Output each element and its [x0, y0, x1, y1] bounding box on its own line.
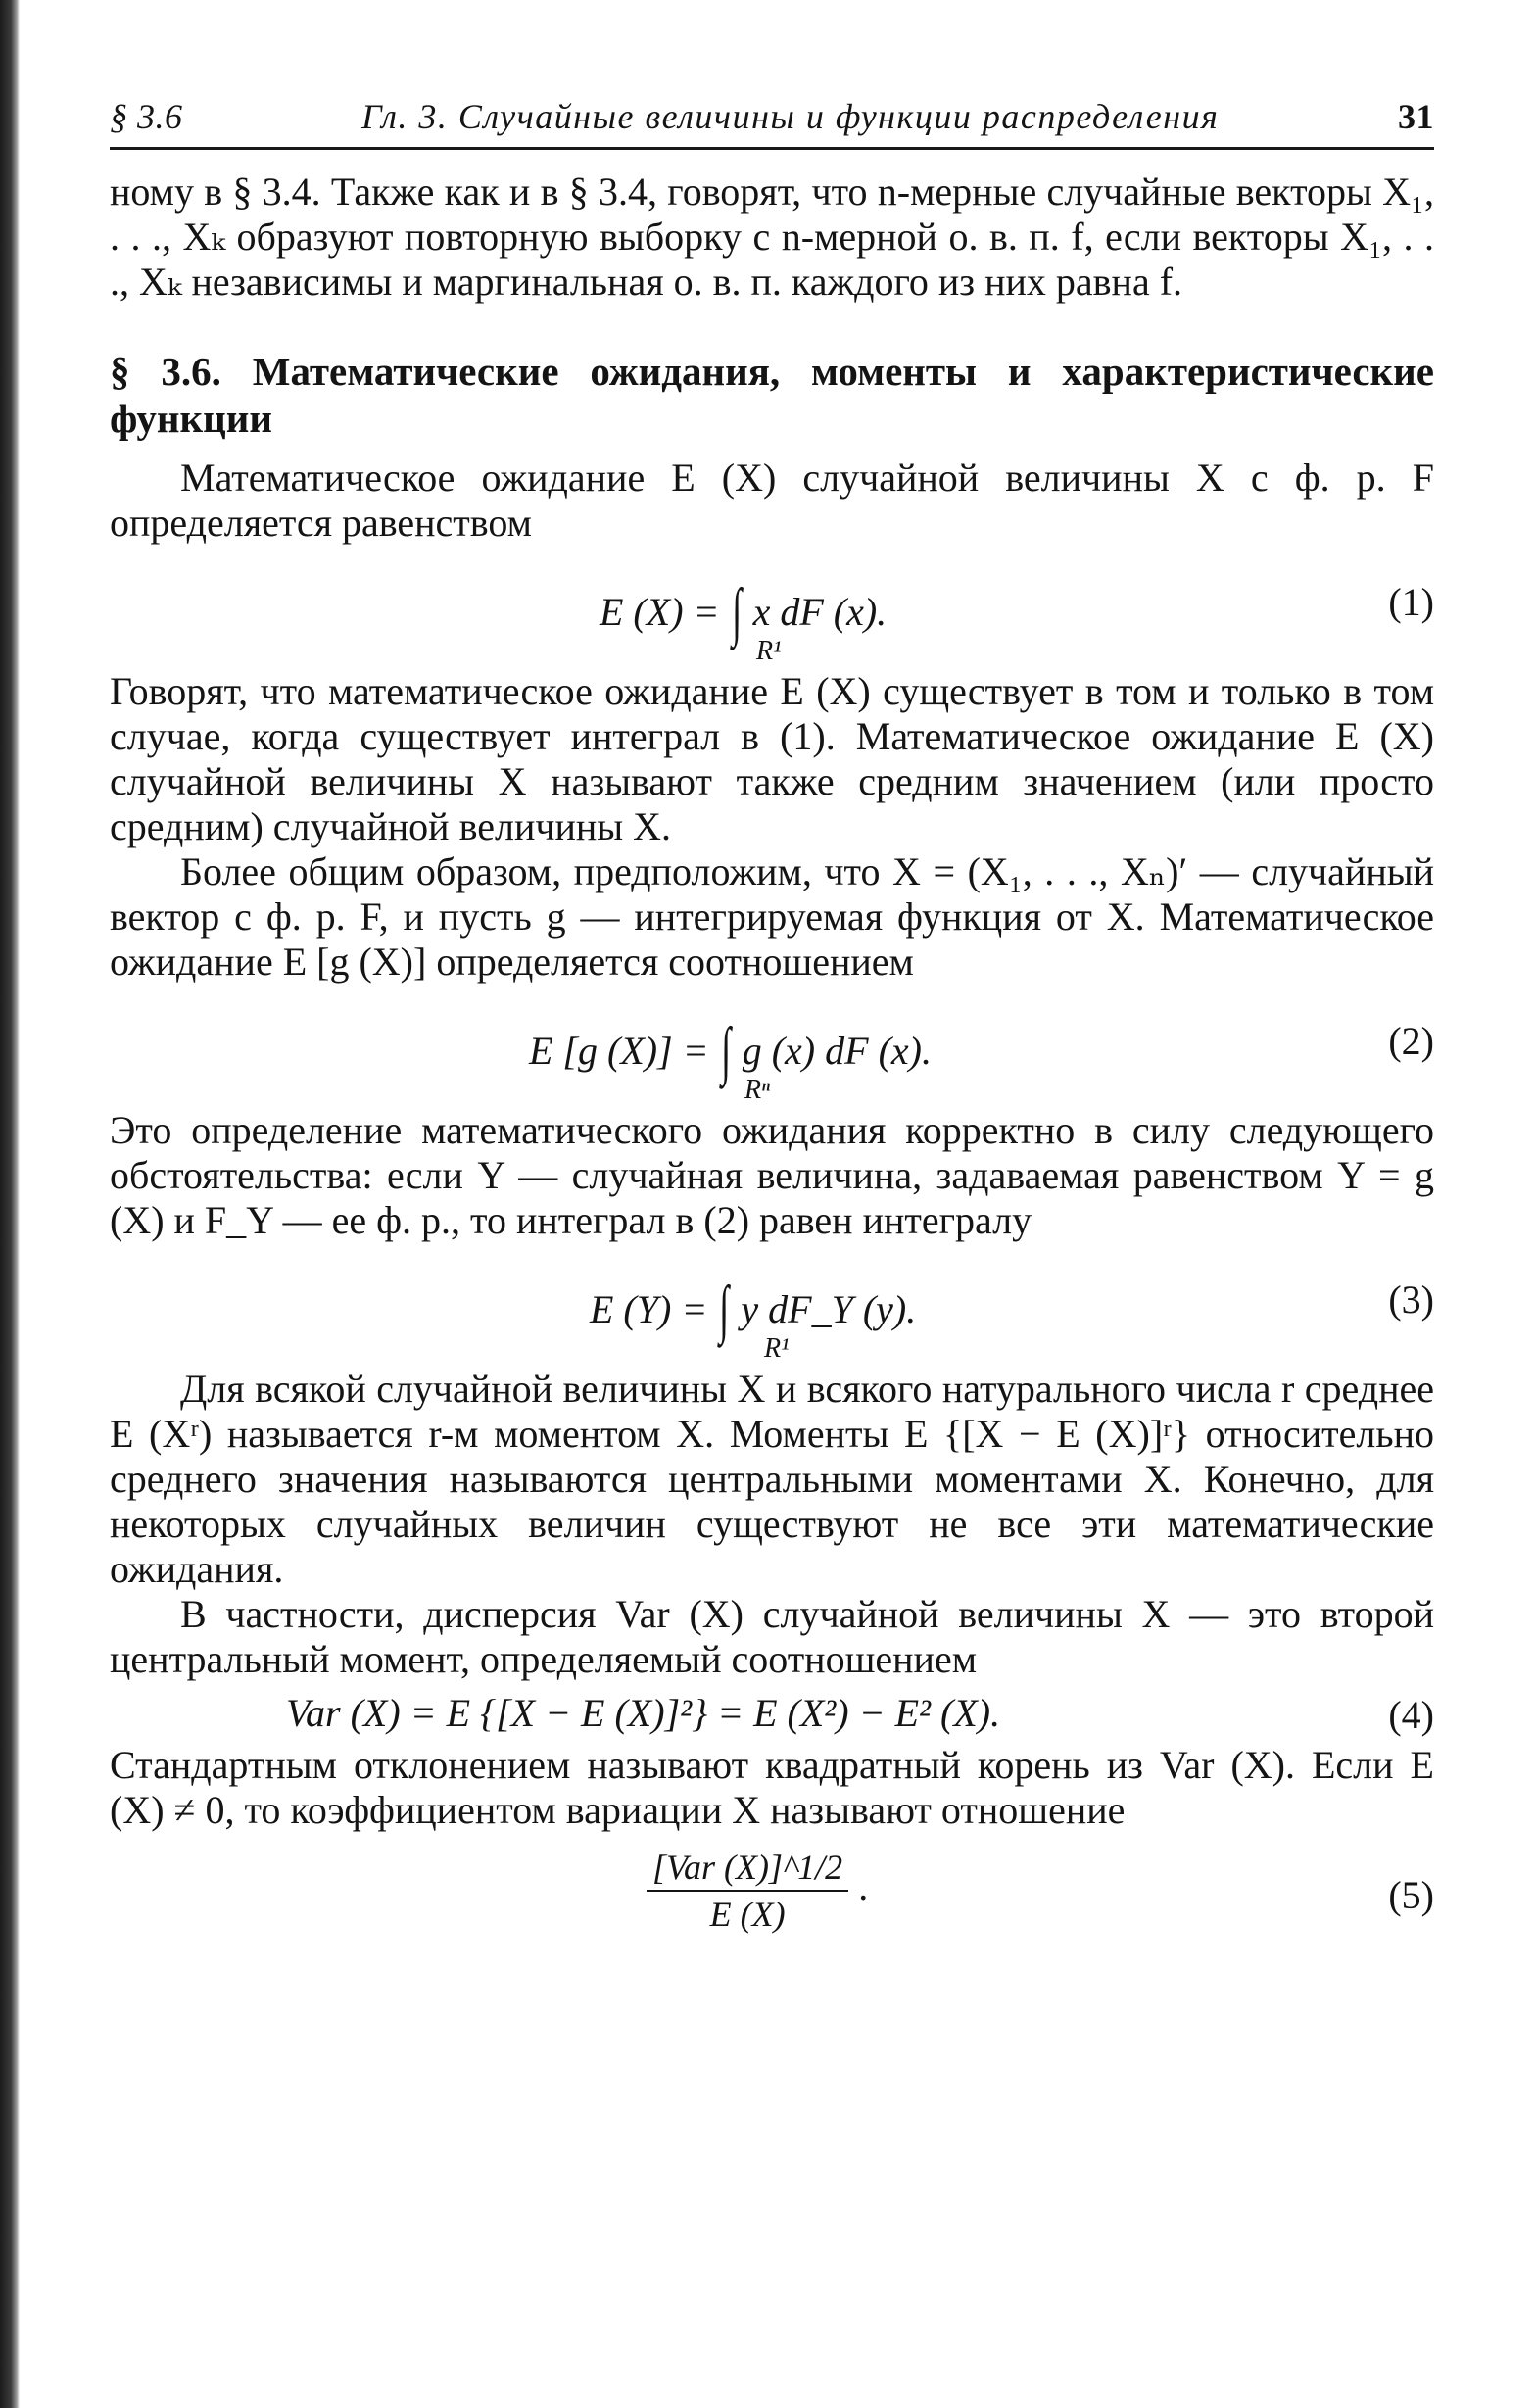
integral-sign-icon: ∫	[720, 1015, 731, 1086]
paragraph-moments: Для всякой случайной величины X и всякого натурального числа r среднее E (Xʳ) называется r-м моментом X. Моменты E {[X − E (X)]ʳ} относительно среднего значения называются центральными моментами X. Конечно, для некоторых случайных величин существуют не все эти математические ожидания.	[110, 1367, 1434, 1591]
formula-3-number: (3)	[1388, 1277, 1434, 1322]
paragraph-continuation: ному в § 3.4. Также как и в § 3.4, говорят, что n-мерные случайные векторы X₁, . . ., Xₖ образуют повторную выборку с n-мерной о. в. п. f, если векторы X₁, . . ., Xₖ независимы и маргинальная о. в. п. каждого из них равна f.	[110, 169, 1434, 304]
formula-4-text: Var (X) = E {[X − E (X)]²} = E (X²) − E² (X).	[286, 1691, 1001, 1735]
paragraph-general-vector: Более общим образом, предположим, что X = (X₁, . . ., Xₙ)′ — случайный вектор с ф. р. F, и пусть g — интегрируемая функция от X. Математическое ожидание E [g (X)] определяется соотношением	[110, 849, 1434, 984]
formula-3-limit: R¹	[764, 1333, 790, 1364]
paragraph-variance: В частности, дисперсия Var (X) случайной величины X — это второй центральный момент, определяемый соотношением	[110, 1592, 1434, 1681]
formula-5: $\frac{\text{[Var (X)]\textasciicircum{}1/2}}{E (X)}$ . (5)	[110, 1833, 1434, 1941]
formula-3-rhs: y dF_Y (y).	[741, 1287, 917, 1331]
formula-4-number: (4)	[1388, 1693, 1434, 1737]
formula-1-limit: R¹	[756, 636, 782, 666]
formula-3	[110, 1243, 1434, 1367]
header-chapter-title: Гл. 3. Случайные величины и функции распределения	[361, 97, 1220, 136]
formula-3-lhs: E (Y) =	[590, 1287, 708, 1331]
formula-5-denominator: E (X)	[709, 1895, 786, 1934]
integral-sign-icon: ∫	[731, 576, 742, 648]
paragraph-expectation-definition: Математическое ожидание E (X) случайной величины X с ф. р. F определяется равенством	[110, 456, 1434, 545]
formula-2-lhs: E [g (X)] =	[529, 1029, 709, 1073]
formula-2	[110, 985, 1434, 1108]
formula-2-number: (2)	[1388, 1019, 1434, 1063]
formula-2-limit: Rⁿ	[744, 1075, 770, 1105]
formula-1-lhs: E (X) =	[600, 590, 720, 634]
running-header	[110, 96, 1434, 150]
formula-5-numerator: [Var (X)]^1/2	[647, 1847, 848, 1892]
formula-5-fraction	[647, 1847, 848, 1935]
section-title: § 3.6. Математические ожидания, моменты и характеристические функции	[110, 349, 1434, 441]
formula-4	[110, 1682, 1434, 1743]
paragraph-correctness: Это определение математического ожидания корректно в силу следующего обстоятельства: если Y — случайная величина, задаваемая равенством Y = g (X) и F_Y — ее ф. р., то интеграл в (2) равен интегралу	[110, 1108, 1434, 1242]
formula-5-number: (5)	[1388, 1873, 1434, 1917]
header-section: § 3.6	[110, 97, 183, 136]
formula-1-rhs: x dF (x).	[752, 590, 888, 634]
formula-1	[110, 546, 1434, 669]
page-number: 31	[1398, 97, 1434, 136]
paragraph-std-deviation: Стандартным отклонением называют квадратный корень из Var (X). Если E (X) ≠ 0, то коэффициентом вариации X называют отношение	[110, 1743, 1434, 1832]
page-content	[110, 96, 1434, 1941]
book-binding-shadow	[0, 0, 20, 2408]
formula-2-rhs: g (x) dF (x).	[742, 1029, 932, 1073]
formula-1-number: (1)	[1388, 580, 1434, 624]
paragraph-existence: Говорят, что математическое ожидание E (X) существует в том и только в том случае, когда существует интеграл в (1). Математическое ожидание E (X) случайной величины X называют также средним значением (или просто средним) случайной величины X.	[110, 669, 1434, 848]
integral-sign-icon: ∫	[719, 1274, 730, 1345]
